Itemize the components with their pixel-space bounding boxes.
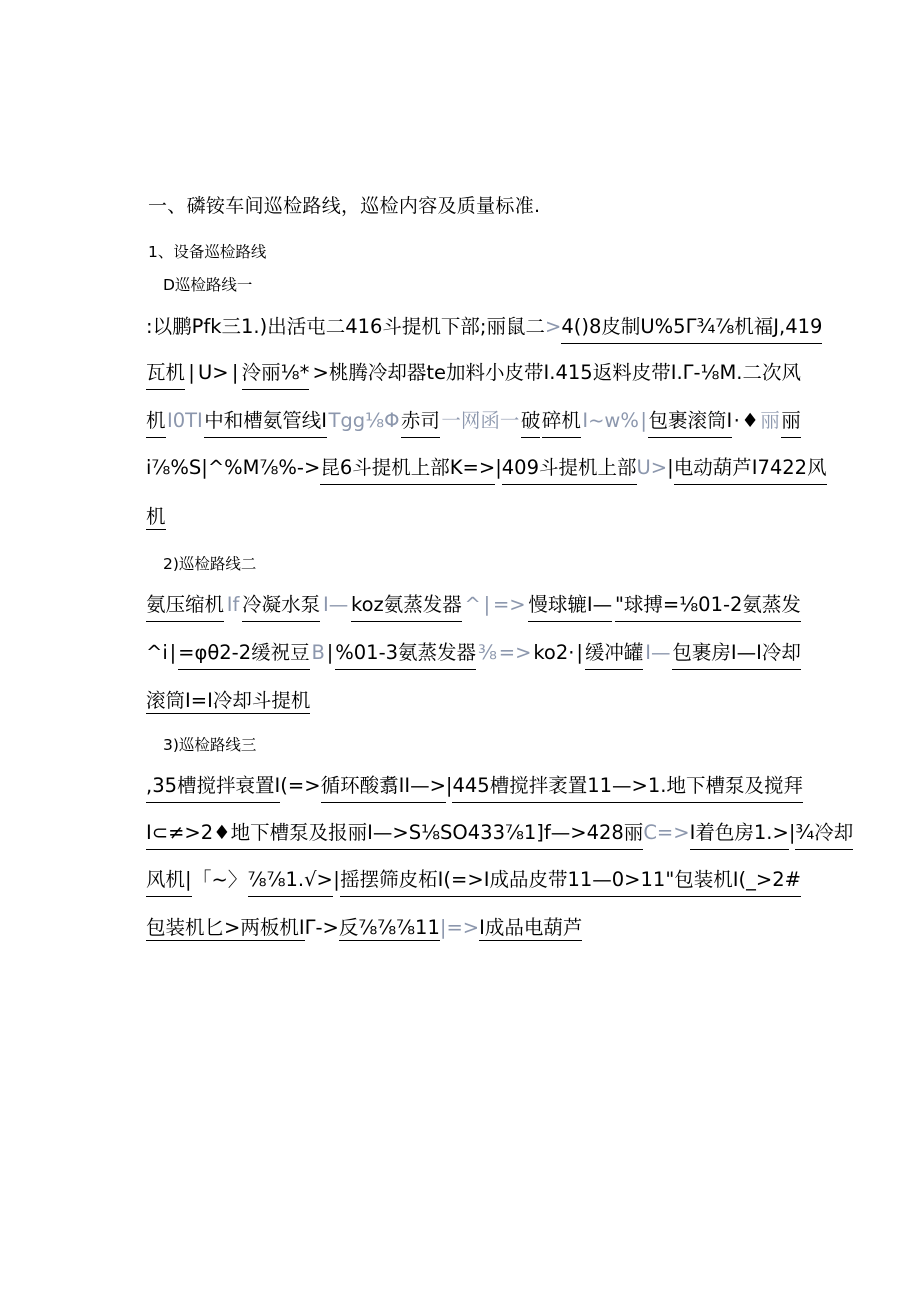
- route-text-segment: C=>: [643, 821, 690, 844]
- route-3-line: [146, 913, 801, 945]
- route-text-segment: ⅞⅞1.√>: [248, 865, 333, 897]
- route-text-segment: >桃腾冷却器te加料小皮带I.415返料皮带I.Γ-⅛M.二次风: [312, 361, 801, 384]
- route-text-segment: ♦: [741, 409, 759, 432]
- route-text-segment: I—: [645, 641, 671, 664]
- route-text-segment: |: [326, 641, 334, 664]
- route-2-line: [146, 590, 801, 622]
- route-text-segment: 丽: [781, 406, 801, 438]
- route-text-segment: 一网函一: [441, 409, 520, 432]
- section-title-equipment-routes: 1、设备巡检路线: [148, 243, 267, 261]
- route-text-segment: |: [333, 868, 340, 891]
- route-text-segment: "球搏=⅛01-2氨蒸发: [615, 590, 801, 622]
- route-text-segment: I~w%: [582, 409, 639, 432]
- route-text-segment: I成品电葫芦: [479, 916, 583, 939]
- route-one-title: D巡检路线一: [163, 276, 253, 294]
- route-3-line: [146, 771, 801, 803]
- route-text-segment: =>: [498, 641, 532, 664]
- route-text-segment: ^: [464, 593, 481, 616]
- route-text-segment: |: [188, 361, 195, 384]
- route-text-segment: 包裹滚筒I: [648, 406, 732, 438]
- route-text-segment: 机: [146, 406, 166, 438]
- route-text-segment: 泠丽⅛*: [242, 358, 310, 390]
- route-text-segment: ·: [733, 409, 740, 432]
- route-text-segment: If: [226, 593, 240, 616]
- route-text-segment: 电动葫芦I7422风: [674, 453, 827, 485]
- route-text-segment: ^%M⅞%->: [207, 456, 321, 479]
- route-text-segment: I着色房1.>: [690, 818, 789, 850]
- route-2-line: [146, 638, 801, 670]
- route-text-segment: 滚筒I=I冷却斗提机: [146, 689, 311, 712]
- route-text-segment: 循环酸翥II—>: [321, 771, 446, 803]
- route-text-segment: |: [439, 916, 447, 939]
- route-1-line: [146, 502, 801, 534]
- route-text-segment: |: [445, 774, 453, 797]
- route-text-segment: 中和槽氨管线I: [204, 406, 327, 438]
- route-text-segment: Tgg⅛Φ: [328, 409, 400, 432]
- route-text-segment: ,35槽搅拌衰置I: [146, 771, 280, 803]
- route-text-segment: ^i: [146, 641, 168, 664]
- route-text-segment: U>: [198, 361, 229, 384]
- route-two-title: 2)巡检路线二: [163, 555, 257, 573]
- route-text-segment: 反⅞⅞⅞11: [338, 916, 440, 939]
- document-heading: 一、磷铵车间巡检路线，巡检内容及质量标准.: [148, 195, 541, 217]
- route-text-segment: 409斗提机上部: [502, 453, 637, 485]
- route-1-line: [146, 358, 801, 390]
- route-text-segment: 缓冲罐: [585, 638, 644, 670]
- route-1-line: [146, 453, 827, 485]
- route-text-segment: 氨压缩机: [146, 590, 224, 622]
- route-text-segment: 昆6斗提机上部K=>: [320, 453, 495, 485]
- route-text-segment: 瓦机: [146, 358, 185, 390]
- route-text-segment: 碎机: [542, 406, 581, 438]
- route-text-segment: |: [201, 456, 208, 479]
- route-text-segment: |: [169, 641, 177, 664]
- route-text-segment: I—: [322, 593, 349, 616]
- route-text-segment: i⅞%S: [146, 456, 202, 479]
- route-2-line: [146, 686, 801, 718]
- route-1-line: [146, 312, 823, 344]
- route-text-segment: %01-3氨蒸发器: [335, 638, 476, 670]
- route-text-segment: 4()8皮制U%5Γ¾⅞机福J,419: [561, 312, 822, 344]
- route-text-segment: ¾冷却: [795, 818, 853, 850]
- route-text-segment: :以鹏Pfk三1.)出活屯二416斗提机下部;丽鼠二: [146, 315, 545, 338]
- route-text-segment: 慢球辘I—: [528, 590, 612, 622]
- route-text-segment: 赤司: [401, 406, 440, 438]
- route-1-line: [146, 406, 801, 438]
- route-text-segment: ko2·: [533, 641, 575, 664]
- route-text-segment: |: [483, 593, 491, 616]
- route-text-segment: U>: [636, 456, 668, 479]
- route-text-segment: |: [231, 361, 239, 384]
- route-text-segment: =>: [446, 916, 480, 939]
- route-text-segment: 丽: [760, 409, 780, 432]
- route-text-segment: =>: [492, 593, 526, 616]
- route-text-segment: 包裹房I—I冷却: [672, 638, 801, 670]
- route-text-segment: |: [576, 641, 583, 664]
- route-text-segment: |: [788, 821, 796, 844]
- route-text-segment: 机: [146, 505, 166, 528]
- route-text-segment: Γ->: [304, 916, 339, 939]
- route-text-segment: 445槽搅拌袤置11—>1.地下槽泵及搅拜: [452, 771, 802, 803]
- route-text-segment: 冷凝水泵: [242, 590, 320, 622]
- route-text-segment: 风机|: [146, 865, 192, 897]
- route-text-segment: =φθ2-2缓祝豆: [178, 638, 309, 670]
- route-text-segment: B: [311, 641, 325, 664]
- route-text-segment: |: [640, 409, 647, 432]
- route-3-line: [146, 818, 854, 850]
- route-text-segment: >: [545, 315, 562, 338]
- route-text-segment: 破: [521, 406, 541, 438]
- route-text-segment: ⅜: [477, 641, 497, 664]
- route-3-line: [146, 865, 801, 897]
- route-text-segment: |: [667, 456, 674, 479]
- route-text-segment: I0TI: [166, 409, 203, 432]
- route-text-segment: 包装机匕>两板机I: [146, 916, 305, 939]
- route-text-segment: 摇摆筛皮柘I(=>I成品皮带11—0>11"包装机I(_>2#: [340, 865, 801, 897]
- route-text-segment: 「~〉: [191, 868, 248, 891]
- route-text-segment: I⊂≠>2♦地下槽泵及报丽I—>S⅛SO433⅞1]f—>428丽: [146, 818, 643, 850]
- route-text-segment: |: [495, 456, 502, 479]
- route-three-title: 3)巡检路线三: [163, 736, 257, 754]
- route-text-segment: (=>: [280, 774, 321, 797]
- route-text-segment: koz氨蒸发器: [351, 590, 462, 622]
